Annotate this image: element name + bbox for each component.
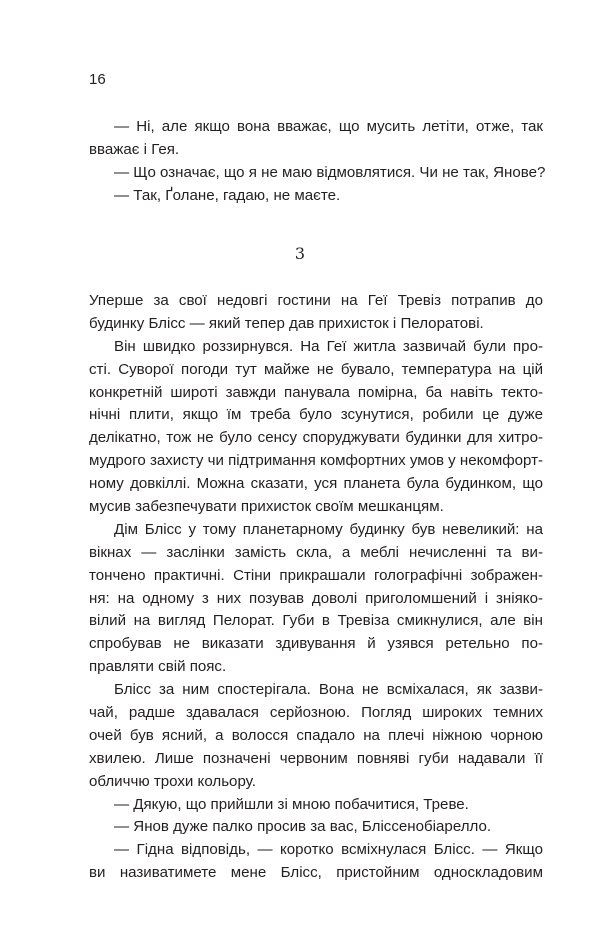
text-line: — Ні, але якщо вона вважає, що мусить летіти, отже, так (114, 118, 543, 135)
text-line: обличчю трохи кольору. (89, 772, 256, 790)
text-line: — Так, Ґолане, гадаю, не маєте. (114, 186, 341, 204)
text-line: хвилею. Лише позначені червоним повняві губи надавали її (89, 749, 543, 767)
text-line: вілий на вигляд Пелорат. Губи в Тревіза смикнулися, але він (89, 612, 543, 630)
dialogue-top (89, 116, 546, 208)
text-line: тончено практичні. Стіни прикрашали голографічні зображен- (89, 566, 543, 584)
text-line: чай, радше здавалася серйозною. Погляд широких темних (89, 704, 543, 722)
page-number: 16 (89, 71, 106, 88)
text-line: сті. Суворої погоди тут майже не бувало, температура на цій (89, 360, 543, 378)
text-line: мудрого захисту чи підтримання комфортних умов у некомфорт- (89, 452, 544, 470)
text-line: правляти свій пояс. (89, 658, 227, 676)
text-line: делікатно, тож не було сенсу споруджувати будинки для хитро- (89, 429, 543, 447)
text-line: конкретній широті завжди панувала помірна, ба навіть текто- (89, 383, 543, 401)
text-line: Блісс за ним спостерігала. Вона не всміхалася, як зазви- (114, 681, 543, 699)
text-line: вважає і Гея. (89, 140, 180, 158)
text-line: Уперше за свої недовгі гостини на Геї Тревіз потрапив до (89, 292, 543, 309)
text-line: ня: на одному з них позував доволі приголомшений і зніяко- (89, 589, 543, 607)
text-line: Дім Блісс у тому планетарному будинку був невеликий: на (114, 520, 543, 538)
text-line: мусив забезпечувати прихисток своїм мешканцям. (89, 498, 444, 516)
text-line: Він швидко роззирнувся. На Геї житла зазвичай були про- (114, 337, 543, 355)
text-line: будинку Блісс — який тепер дав прихисток і Пелоратові. (89, 314, 484, 332)
text-line: ному довкіллі. Можна сказати, уся планета була будинком, що (89, 475, 543, 493)
chapter-body (89, 290, 543, 885)
text-line: вікнах — заслінки замість скла, а меблі нечисленні та ви- (89, 543, 543, 561)
text-line: — Гідна відповідь, — коротко всміхнулася Блісс. — Якщо (114, 841, 543, 859)
text-line: очей був ясний, а волосся спадало на плечі ніжною чорною (89, 726, 543, 744)
text-line: — Що означає, що я не маю відмовлятися. Чи не так, Янове? (114, 163, 546, 181)
chapter-number: 3 (294, 244, 306, 263)
text-line: — Дякую, що прийшли зі мною побачитися, Треве. (114, 795, 469, 813)
text-line: ви називатимете мене Блісс, пристойним односкладовим (89, 864, 543, 882)
text-line: — Янов дуже палко просив за вас, Блісcенобіарелло. (114, 818, 492, 836)
text-line: нічні плити, якщо їм треба було зсунутися, робили це дуже (89, 406, 543, 424)
text-line: спробував не виказати здивування й узявся ретельно по- (89, 635, 543, 653)
